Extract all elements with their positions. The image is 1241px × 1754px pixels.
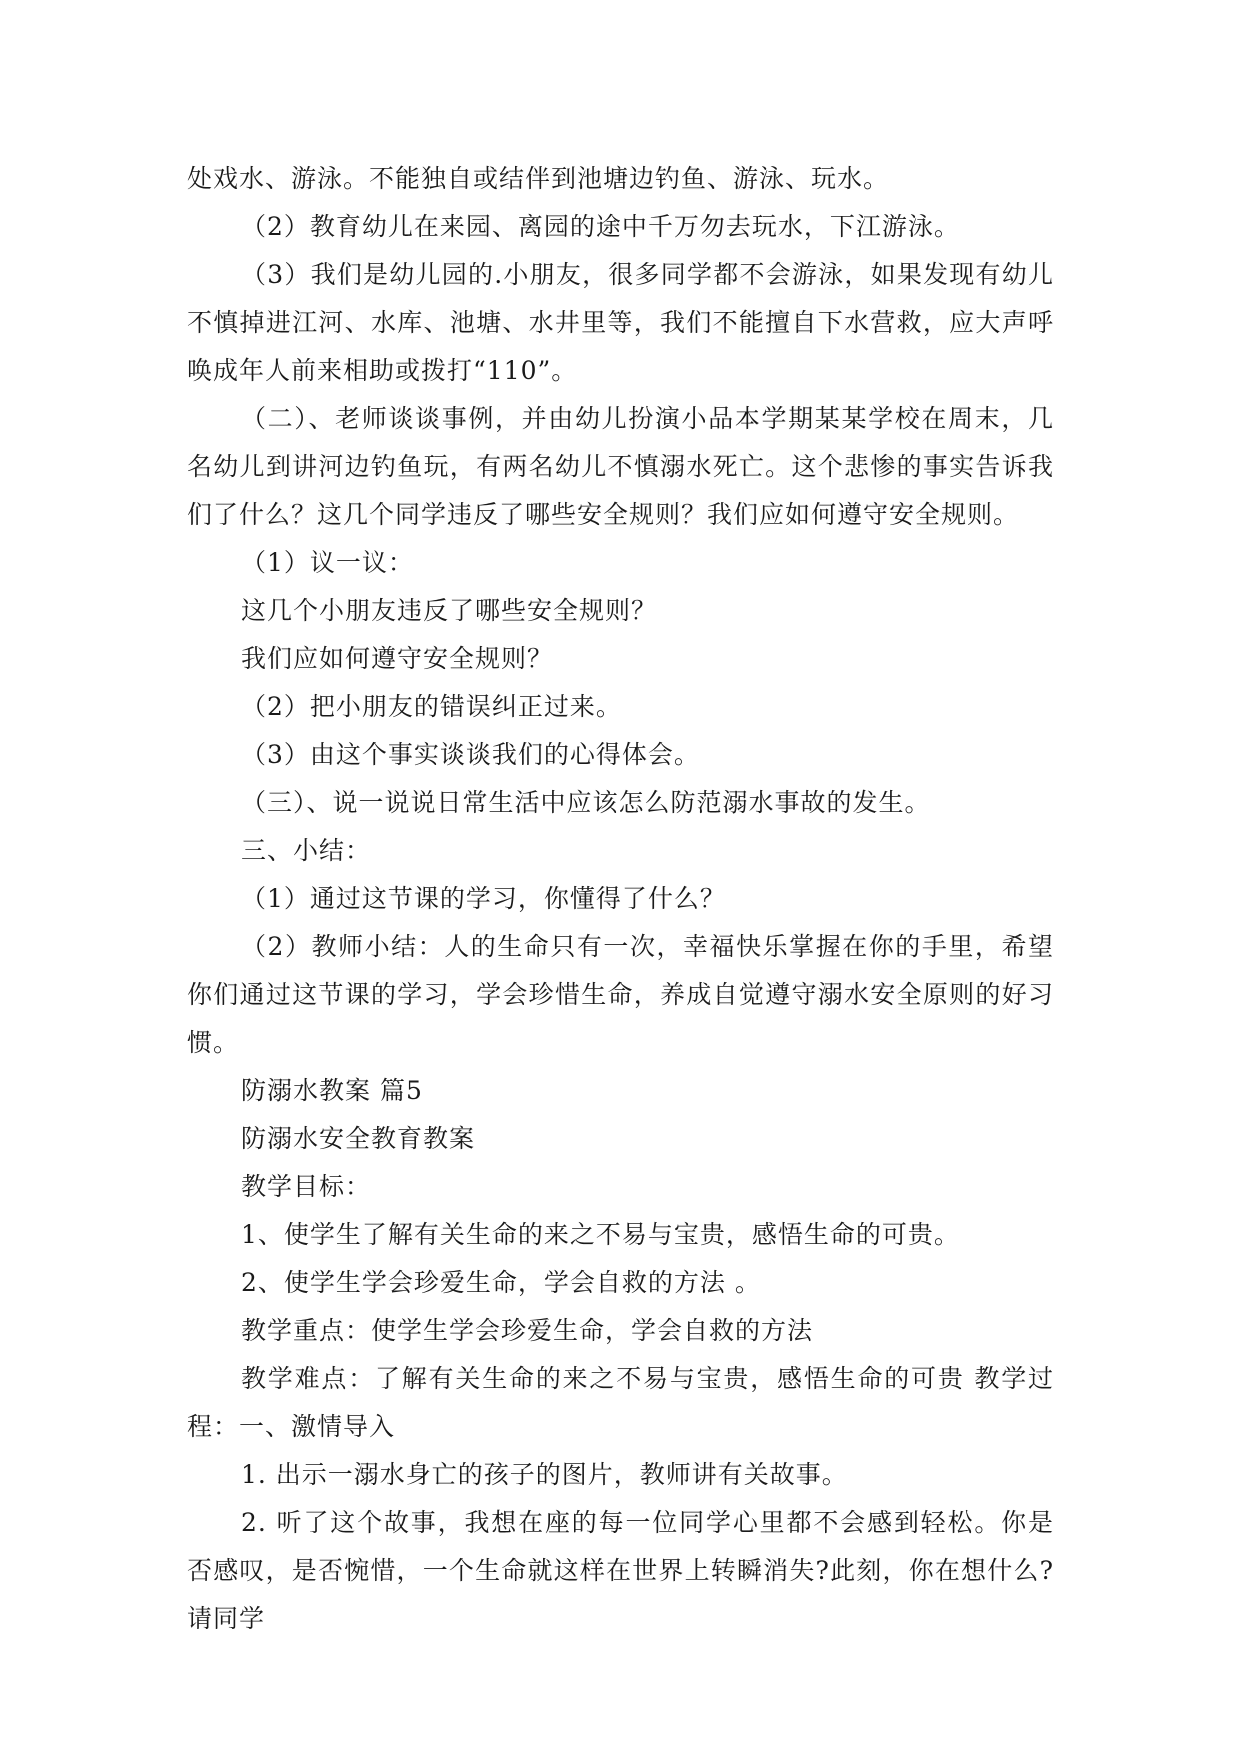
lesson-plan-title: 防溺水教案 篇5	[241, 1076, 423, 1105]
teaching-key-point: 教学重点：使学生学会珍爱生命，学会自救的方法	[241, 1316, 814, 1345]
intro-step-2: 2. 听了这个故事，我想在座的每一位同学心里都不会感到轻松。你是否感叹，是否惋惜，一个生命就这样在世界上转瞬消失?此刻，你在想什么?请同学	[187, 1508, 1054, 1633]
paragraph-question-1: 这几个小朋友违反了哪些安全规则？	[241, 596, 658, 625]
lesson-plan-subtitle: 防溺水安全教育教案	[241, 1124, 476, 1153]
paragraph-summary-1: （1）通过这节课的学习，你懂得了什么？	[241, 884, 726, 913]
paragraph-continuation: 处戏水、游泳。不能独自或结伴到池塘边钓鱼、游泳、玩水。	[187, 164, 890, 193]
paragraph-experience: （3）由这个事实谈谈我们的心得体会。	[241, 740, 700, 769]
paragraph-item-2-education: （2）教育幼儿在来园、离园的途中千万勿去玩水，下江游泳。	[241, 212, 960, 241]
paragraph-section-2-case: （二）、老师谈谈事例，并由幼儿扮演小品本学期某某学校在周末，几名幼儿到讲河边钓鱼玩，有两名幼儿不慎溺水死亡。这个悲惨的事实告诉我们了什么？这几个同学违反了哪些安全规则？我们应如何遵守安全规则。	[187, 404, 1054, 529]
teaching-goals-heading: 教学目标：	[241, 1172, 372, 1201]
teaching-difficulty: 教学难点：了解有关生命的来之不易与宝贵，感悟生命的可贵 教学过程：一、激情导入	[187, 1364, 1054, 1441]
paragraph-item-3-rescue: （3）我们是幼儿园的.小朋友，很多同学都不会游泳，如果发现有幼儿不慎掉进江河、水库、池塘、水井里等，我们不能擅自下水营救，应大声呼唤成年人前来相助或拨打“110”。	[187, 260, 1054, 385]
paragraph-summary-heading: 三、小结：	[241, 836, 372, 865]
teaching-goal-2: 2、使学生学会珍爱生命，学会自救的方法 。	[241, 1268, 761, 1297]
paragraph-question-2: 我们应如何遵守安全规则？	[241, 644, 554, 673]
paragraph-correct-errors: （2）把小朋友的错误纠正过来。	[241, 692, 622, 721]
document-body	[187, 155, 1054, 1643]
paragraph-discuss: （1）议一议：	[241, 548, 414, 577]
paragraph-section-3-prevention: （三）、说一说说日常生活中应该怎么防范溺水事故的发生。	[241, 788, 931, 817]
paragraph-summary-2: （2）教师小结：人的生命只有一次，幸福快乐掌握在你的手里，希望你们通过这节课的学习，学会珍惜生命，养成自觉遵守溺水安全原则的好习惯。	[187, 932, 1054, 1057]
intro-step-1: 1. 出示一溺水身亡的孩子的图片，教师讲有关故事。	[241, 1460, 848, 1489]
teaching-goal-1: 1、使学生了解有关生命的来之不易与宝贵，感悟生命的可贵。	[241, 1220, 960, 1249]
